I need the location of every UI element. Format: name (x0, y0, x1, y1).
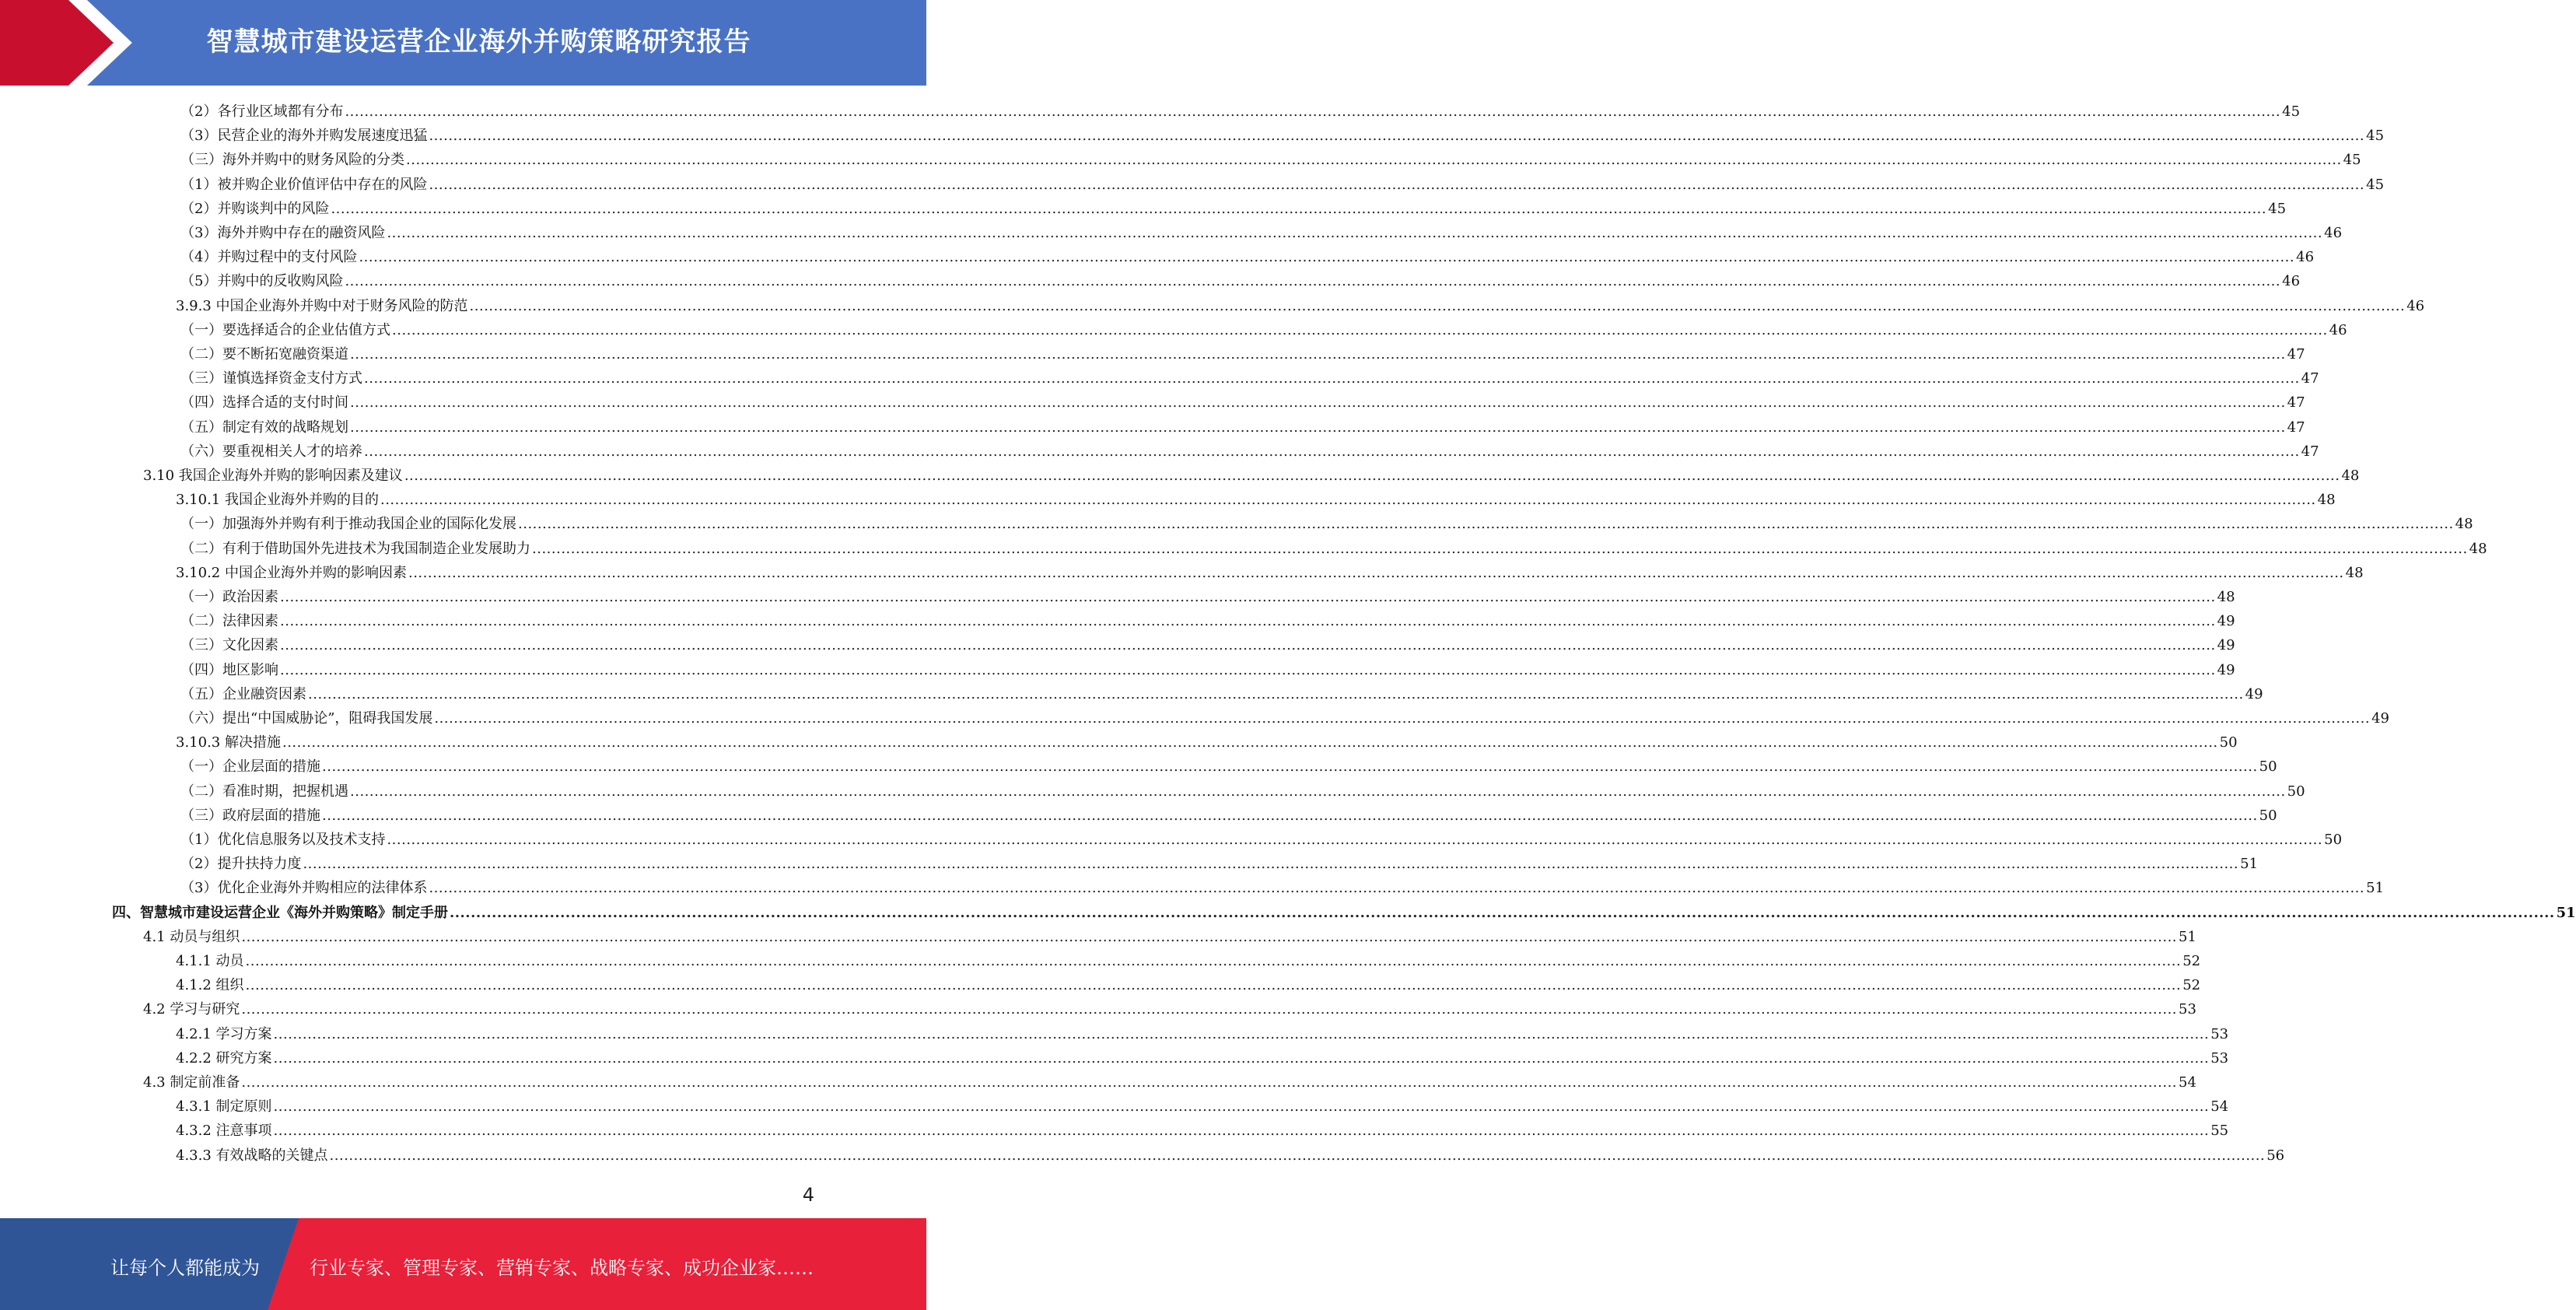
toc-entry-title: （一）要选择适合的企业估值方式 (180, 321, 390, 338)
toc-entry-content (176, 1119, 2229, 1143)
toc-entry-title: （六）要重视相关人才的培养 (180, 443, 362, 460)
toc-entry-page: 46 (2329, 321, 2347, 338)
toc-entry[interactable] (0, 1070, 2196, 1095)
toc-entry[interactable] (0, 440, 2319, 464)
toc-entry-page: 50 (2287, 783, 2305, 800)
toc-leader-dots: ................................................................................................................................................................................................................................................................................................................................................................................................................ (532, 540, 2468, 557)
toc-entry-content (176, 1144, 2285, 1168)
toc-leader-dots: ................................................................................................................................................................................................................................................................................................................................................................................................................ (350, 419, 2286, 436)
toc-entry-page: 47 (2287, 394, 2305, 412)
toc-leader-dots: ................................................................................................................................................................................................................................................................................................................................................................................................................ (241, 1074, 2178, 1091)
toc-entry-title: 4.1.2 组织 (176, 977, 244, 994)
toc-leader-dots: ................................................................................................................................................................................................................................................................................................................................................................................................................ (331, 200, 2267, 217)
toc-entry[interactable] (0, 730, 2238, 755)
toc-leader-dots: ................................................................................................................................................................................................................................................................................................................................................................................................................ (241, 928, 2178, 945)
toc-entry-title: 4.3.1 制定原则 (176, 1098, 272, 1116)
page-number: 4 (802, 1184, 814, 1206)
toc-entry[interactable] (0, 512, 2473, 536)
toc-entry-page: 52 (2182, 953, 2201, 969)
toc-leader-dots: ................................................................................................................................................................................................................................................................................................................................................................................................................ (280, 637, 2216, 654)
toc-entry-content (180, 100, 2301, 124)
toc-entry-page: 51 (2366, 880, 2385, 897)
toc-entry-page: 49 (2245, 685, 2263, 702)
toc-leader-dots: ................................................................................................................................................................................................................................................................................................................................................................................................................ (350, 346, 2286, 363)
toc-entry-page: 46 (2324, 225, 2343, 241)
toc-entry[interactable] (0, 366, 2319, 391)
toc-entry[interactable] (0, 804, 2277, 828)
toc-entry-title: （2）各行业区域都有分布 (180, 103, 344, 120)
toc-leader-dots: ................................................................................................................................................................................................................................................................................................................................................................................................................ (280, 661, 2216, 678)
toc-entry-title: （2）提升扶持力度 (180, 856, 302, 873)
toc-leader-dots: ................................................................................................................................................................................................................................................................................................................................................................................................................ (364, 370, 2300, 387)
toc-entry[interactable] (0, 269, 2301, 293)
toc-leader-dots: ................................................................................................................................................................................................................................................................................................................................................................................................................ (280, 613, 2216, 630)
toc-entry-title: 4.3 制定前准备 (143, 1074, 240, 1091)
toc-entry-content (176, 561, 2364, 585)
toc-leader-dots: ................................................................................................................................................................................................................................................................................................................................................................................................................ (345, 273, 2281, 290)
toc-entry-content (176, 1046, 2229, 1070)
toc-leader-dots: ................................................................................................................................................................................................................................................................................................................................................................................................................ (345, 103, 2281, 120)
toc-entry-title: 4.2.2 研究方案 (176, 1049, 272, 1067)
toc-entry-content (176, 294, 2425, 318)
toc-entry-title: （五）制定有效的战略规划 (180, 419, 348, 436)
toc-entry[interactable] (0, 1046, 2229, 1070)
toc-leader-dots: ................................................................................................................................................................................................................................................................................................................................................................................................................ (273, 1098, 2210, 1116)
toc-entry-page: 45 (2343, 152, 2361, 169)
toc-entry-page: 53 (2210, 1049, 2229, 1067)
toc-entry-content (180, 658, 2235, 682)
toc-entry-title: （4）并购过程中的支付风险 (180, 249, 358, 266)
footer-banner (0, 1218, 926, 1310)
toc-entry-content (180, 804, 2277, 828)
toc-entry-page: 47 (2287, 346, 2305, 363)
toc-entry[interactable] (0, 537, 2487, 561)
toc-leader-dots: ................................................................................................................................................................................................................................................................................................................................................................................................................ (450, 904, 2555, 921)
toc-entry-content (180, 124, 2385, 148)
toc-leader-dots: ................................................................................................................................................................................................................................................................................................................................................................................................................ (429, 128, 2365, 145)
toc-entry-page: 48 (2217, 589, 2235, 605)
toc-entry[interactable] (0, 173, 2385, 197)
toc-entry-title: （一）企业层面的措施 (180, 758, 320, 776)
toc-leader-dots: ................................................................................................................................................................................................................................................................................................................................................................................................................ (329, 1147, 2266, 1164)
toc-entry-title: 4.1.1 动员 (176, 953, 244, 969)
toc-leader-dots: ................................................................................................................................................................................................................................................................................................................................................................................................................ (282, 734, 2218, 751)
toc-entry-page: 48 (2455, 516, 2473, 533)
toc-entry-title: （五）企业融资因素 (180, 685, 306, 702)
toc-entry-content (180, 876, 2385, 900)
toc-entry-content (180, 391, 2305, 415)
toc-entry[interactable] (0, 1095, 2229, 1119)
toc-entry-page: 45 (2268, 200, 2287, 217)
toc-entry-content (180, 318, 2347, 342)
toc-entry-title: （5）并购中的反收购风险 (180, 273, 344, 290)
toc-entry-page: 47 (2301, 443, 2319, 460)
toc-entry-content (180, 609, 2235, 633)
toc-leader-dots: ................................................................................................................................................................................................................................................................................................................................................................................................................ (406, 152, 2342, 169)
toc-entry[interactable] (0, 876, 2385, 900)
toc-entry[interactable] (0, 585, 2235, 609)
toc-entry-title: （四）选择合适的支付时间 (180, 394, 348, 412)
toc-leader-dots: ................................................................................................................................................................................................................................................................................................................................................................................................................ (380, 492, 2316, 509)
toc-entry-page: 53 (2179, 1001, 2196, 1018)
toc-entry-content (180, 148, 2361, 172)
toc-entry-title: （三）文化因素 (180, 637, 278, 654)
toc-entry[interactable] (0, 415, 2305, 440)
toc-entry-page: 54 (2179, 1074, 2196, 1091)
toc-entry-title: （一）政治因素 (180, 589, 278, 605)
toc-entry-content (180, 415, 2305, 440)
toc-entry-title: 3.10 我国企业海外并购的影响因素及建议 (143, 468, 403, 484)
toc-entry-content (180, 852, 2259, 876)
toc-entry-content (176, 488, 2336, 512)
toc-entry-page: 47 (2287, 419, 2305, 436)
toc-entry[interactable] (0, 1119, 2229, 1143)
toc-entry-page: 50 (2259, 758, 2277, 776)
toc-entry-title: （3）优化企业海外并购相应的法律体系 (180, 880, 428, 897)
toc-leader-dots: ................................................................................................................................................................................................................................................................................................................................................................................................................ (387, 225, 2323, 241)
toc-entry-page: 47 (2301, 370, 2319, 387)
toc-entry[interactable] (0, 901, 2576, 925)
toc-entry-title: 3.10.2 中国企业海外并购的影响因素 (176, 564, 407, 581)
footer-slogan-right: 行业专家、管理专家、营销专家、战略专家、成功企业家…… (310, 1257, 814, 1279)
toc-entry[interactable] (0, 828, 2343, 852)
toc-entry-page: 48 (2469, 540, 2487, 557)
toc-entry-content (180, 342, 2305, 366)
toc-leader-dots: ................................................................................................................................................................................................................................................................................................................................................................................................................ (322, 758, 2258, 776)
toc-entry-title: （四）地区影响 (180, 661, 278, 678)
toc-entry-content (180, 173, 2385, 197)
toc-entry-title: （2）并购谈判中的风险 (180, 200, 330, 217)
toc-entry[interactable] (0, 755, 2277, 779)
toc-entry-content (180, 755, 2277, 779)
toc-entry-title: 4.2.1 学习方案 (176, 1025, 272, 1042)
toc-entry-page: 51 (2240, 856, 2259, 873)
toc-entry[interactable] (0, 488, 2336, 512)
toc-leader-dots: ................................................................................................................................................................................................................................................................................................................................................................................................................ (434, 710, 2371, 727)
toc-entry[interactable] (0, 658, 2235, 682)
toc-entry-title: 3.10.3 解决措施 (176, 734, 281, 751)
toc-entry-page: 52 (2182, 977, 2201, 994)
toc-leader-dots: ................................................................................................................................................................................................................................................................................................................................................................................................................ (322, 807, 2258, 824)
toc-entry-content (112, 901, 2576, 925)
toc-entry-title: （二）有利于借助国外先进技术为我国制造企业发展助力 (180, 540, 530, 557)
toc-entry-page: 48 (2345, 564, 2364, 581)
toc-entry[interactable] (0, 633, 2235, 657)
toc-entry-page: 46 (2296, 249, 2315, 266)
toc-entry-content (180, 633, 2235, 657)
toc-entry-page: 46 (2406, 297, 2425, 314)
toc-entry-content (143, 464, 2360, 488)
toc-entry-title: （二）看准时期，把握机遇 (180, 783, 348, 800)
toc-entry-title: （3）民营企业的海外并购发展速度迅猛 (180, 128, 428, 145)
toc-entry-page: 49 (2217, 661, 2235, 678)
toc-entry[interactable] (0, 100, 2301, 124)
toc-leader-dots: ................................................................................................................................................................................................................................................................................................................................................................................................................ (359, 249, 2295, 266)
toc-entry-page: 51 (2179, 928, 2196, 945)
toc-entry-content (180, 366, 2319, 391)
toc-entry-page: 50 (2219, 734, 2238, 751)
toc-leader-dots: ................................................................................................................................................................................................................................................................................................................................................................................................................ (245, 977, 2182, 994)
toc-leader-dots: ................................................................................................................................................................................................................................................................................................................................................................................................................ (429, 176, 2365, 193)
toc-entry[interactable] (0, 1144, 2285, 1168)
toc-entry[interactable] (0, 949, 2201, 973)
toc-entry-content (180, 537, 2487, 561)
toc-leader-dots: ................................................................................................................................................................................................................................................................................................................................................................................................................ (408, 564, 2344, 581)
toc-entry-title: （一）加强海外并购有利于推动我国企业的国际化发展 (180, 516, 516, 533)
toc-leader-dots: ................................................................................................................................................................................................................................................................................................................................................................................................................ (364, 443, 2300, 460)
toc-entry-title: 4.3.2 注意事项 (176, 1123, 272, 1140)
toc-entry-content (180, 585, 2235, 609)
toc-leader-dots: ................................................................................................................................................................................................................................................................................................................................................................................................................ (241, 1001, 2178, 1018)
toc-entry-content (180, 197, 2287, 221)
toc-entry-page: 54 (2210, 1098, 2229, 1116)
toc-entry[interactable] (0, 561, 2364, 585)
toc-leader-dots: ................................................................................................................................................................................................................................................................................................................................................................................................................ (469, 297, 2406, 314)
toc-entry[interactable] (0, 706, 2389, 730)
toc-entry[interactable] (0, 779, 2305, 804)
toc-entry[interactable] (0, 294, 2425, 318)
toc-entry[interactable] (0, 997, 2196, 1021)
toc-entry-page: 50 (2324, 832, 2343, 848)
toc-entry-title: （1）被并购企业价值评估中存在的风险 (180, 176, 428, 193)
toc-leader-dots: ................................................................................................................................................................................................................................................................................................................................................................................................................ (387, 832, 2323, 848)
toc-entry[interactable] (0, 197, 2287, 221)
toc-leader-dots: ................................................................................................................................................................................................................................................................................................................................................................................................................ (303, 856, 2239, 873)
toc-entry[interactable] (0, 852, 2259, 876)
toc-entry-content (180, 512, 2473, 536)
toc-entry-page: 56 (2266, 1147, 2285, 1164)
toc-entry[interactable] (0, 1022, 2229, 1046)
toc-entry-page: 49 (2217, 613, 2235, 630)
toc-entry-title: （二）要不断拓宽融资渠道 (180, 346, 348, 363)
toc-entry-title: 四、智慧城市建设运营企业《海外并购策略》制定手册 (112, 904, 448, 921)
toc-entry-title: （六）提出“中国威胁论”，阻碍我国发展 (180, 710, 433, 727)
toc-entry-page: 45 (2282, 103, 2301, 120)
toc-entry-content (180, 828, 2343, 852)
footer-slogan-left: 让每个人都能成为 (110, 1257, 260, 1279)
toc-leader-dots: ................................................................................................................................................................................................................................................................................................................................................................................................................ (245, 953, 2182, 969)
toc-entry-content (176, 1022, 2229, 1046)
toc-entry-content (180, 706, 2389, 730)
toc-leader-dots: ................................................................................................................................................................................................................................................................................................................................................................................................................ (404, 468, 2340, 484)
toc-leader-dots: ................................................................................................................................................................................................................................................................................................................................................................................................................ (392, 321, 2328, 338)
toc-entry-title: （三）政府层面的措施 (180, 807, 320, 824)
toc-entry[interactable] (0, 245, 2315, 269)
toc-entry-title: 3.10.1 我国企业海外并购的目的 (176, 492, 379, 509)
toc-leader-dots: ................................................................................................................................................................................................................................................................................................................................................................................................................ (273, 1123, 2210, 1140)
toc-entry[interactable] (0, 464, 2360, 488)
header-banner (0, 0, 926, 86)
toc-entry-page: 45 (2366, 176, 2385, 193)
toc-entry-content (176, 973, 2201, 997)
toc-entry-title: 3.9.3 中国企业海外并购中对于财务风险的防范 (176, 297, 468, 314)
toc-entry-title: （三）海外并购中的财务风险的分类 (180, 152, 404, 169)
toc-leader-dots: ................................................................................................................................................................................................................................................................................................................................................................................................................ (273, 1025, 2210, 1042)
toc-entry-title: 4.2 学习与研究 (143, 1001, 240, 1018)
toc-entry[interactable] (0, 925, 2196, 949)
toc-entry-title: （1）优化信息服务以及技术支持 (180, 832, 386, 848)
toc-entry-content (143, 925, 2196, 949)
toc-leader-dots: ................................................................................................................................................................................................................................................................................................................................................................................................................ (350, 394, 2286, 412)
toc-entry-page: 51 (2556, 904, 2576, 921)
toc-entry-page: 48 (2341, 468, 2360, 484)
report-title: 智慧城市建设运营企业海外并购策略研究报告 (206, 26, 751, 58)
toc-entry-content (176, 949, 2201, 973)
toc-entry[interactable] (0, 391, 2305, 415)
toc-entry[interactable] (0, 973, 2201, 997)
toc-entry-content (180, 440, 2319, 464)
toc-entry-title: （三）谨慎选择资金支付方式 (180, 370, 362, 387)
toc-entry[interactable] (0, 318, 2347, 342)
toc-entry[interactable] (0, 148, 2361, 172)
toc-entry-content (180, 682, 2263, 706)
toc-entry-content (176, 730, 2238, 755)
toc-entry-page: 53 (2210, 1025, 2229, 1042)
toc-entry-content (176, 1095, 2229, 1119)
toc-entry[interactable] (0, 124, 2385, 148)
toc-entry-page: 49 (2217, 637, 2235, 654)
toc-leader-dots: ................................................................................................................................................................................................................................................................................................................................................................................................................ (518, 516, 2454, 533)
toc-entry-content (180, 221, 2343, 245)
toc-entry-content (180, 779, 2305, 804)
toc-entry-page: 45 (2366, 128, 2385, 145)
toc-entry-page: 49 (2371, 710, 2389, 727)
toc-entry-content (143, 997, 2196, 1021)
toc-leader-dots: ................................................................................................................................................................................................................................................................................................................................................................................................................ (429, 880, 2365, 897)
toc-leader-dots: ................................................................................................................................................................................................................................................................................................................................................................................................................ (273, 1049, 2210, 1067)
toc-entry-title: 4.3.3 有效战略的关键点 (176, 1147, 328, 1164)
toc-entry[interactable] (0, 682, 2263, 706)
toc-entry-page: 50 (2259, 807, 2277, 824)
toc-entry-page: 55 (2210, 1123, 2229, 1140)
toc-entry[interactable] (0, 609, 2235, 633)
toc-entry-page: 48 (2317, 492, 2336, 509)
toc-entry-title: （3）海外并购中存在的融资风险 (180, 225, 386, 241)
toc-leader-dots: ................................................................................................................................................................................................................................................................................................................................................................................................................ (350, 783, 2286, 800)
toc-entry-content (180, 269, 2301, 293)
toc-entry[interactable] (0, 221, 2343, 245)
toc-entry[interactable] (0, 342, 2305, 366)
toc-leader-dots: ................................................................................................................................................................................................................................................................................................................................................................................................................ (280, 589, 2216, 605)
toc-entry-title: （二）法律因素 (180, 613, 278, 630)
toc-entry-title: 4.1 动员与组织 (143, 928, 240, 945)
toc-entry-content (143, 1070, 2196, 1095)
toc-leader-dots: ................................................................................................................................................................................................................................................................................................................................................................................................................ (308, 685, 2244, 702)
toc-entry-content (180, 245, 2315, 269)
toc-entry-page: 46 (2282, 273, 2301, 290)
